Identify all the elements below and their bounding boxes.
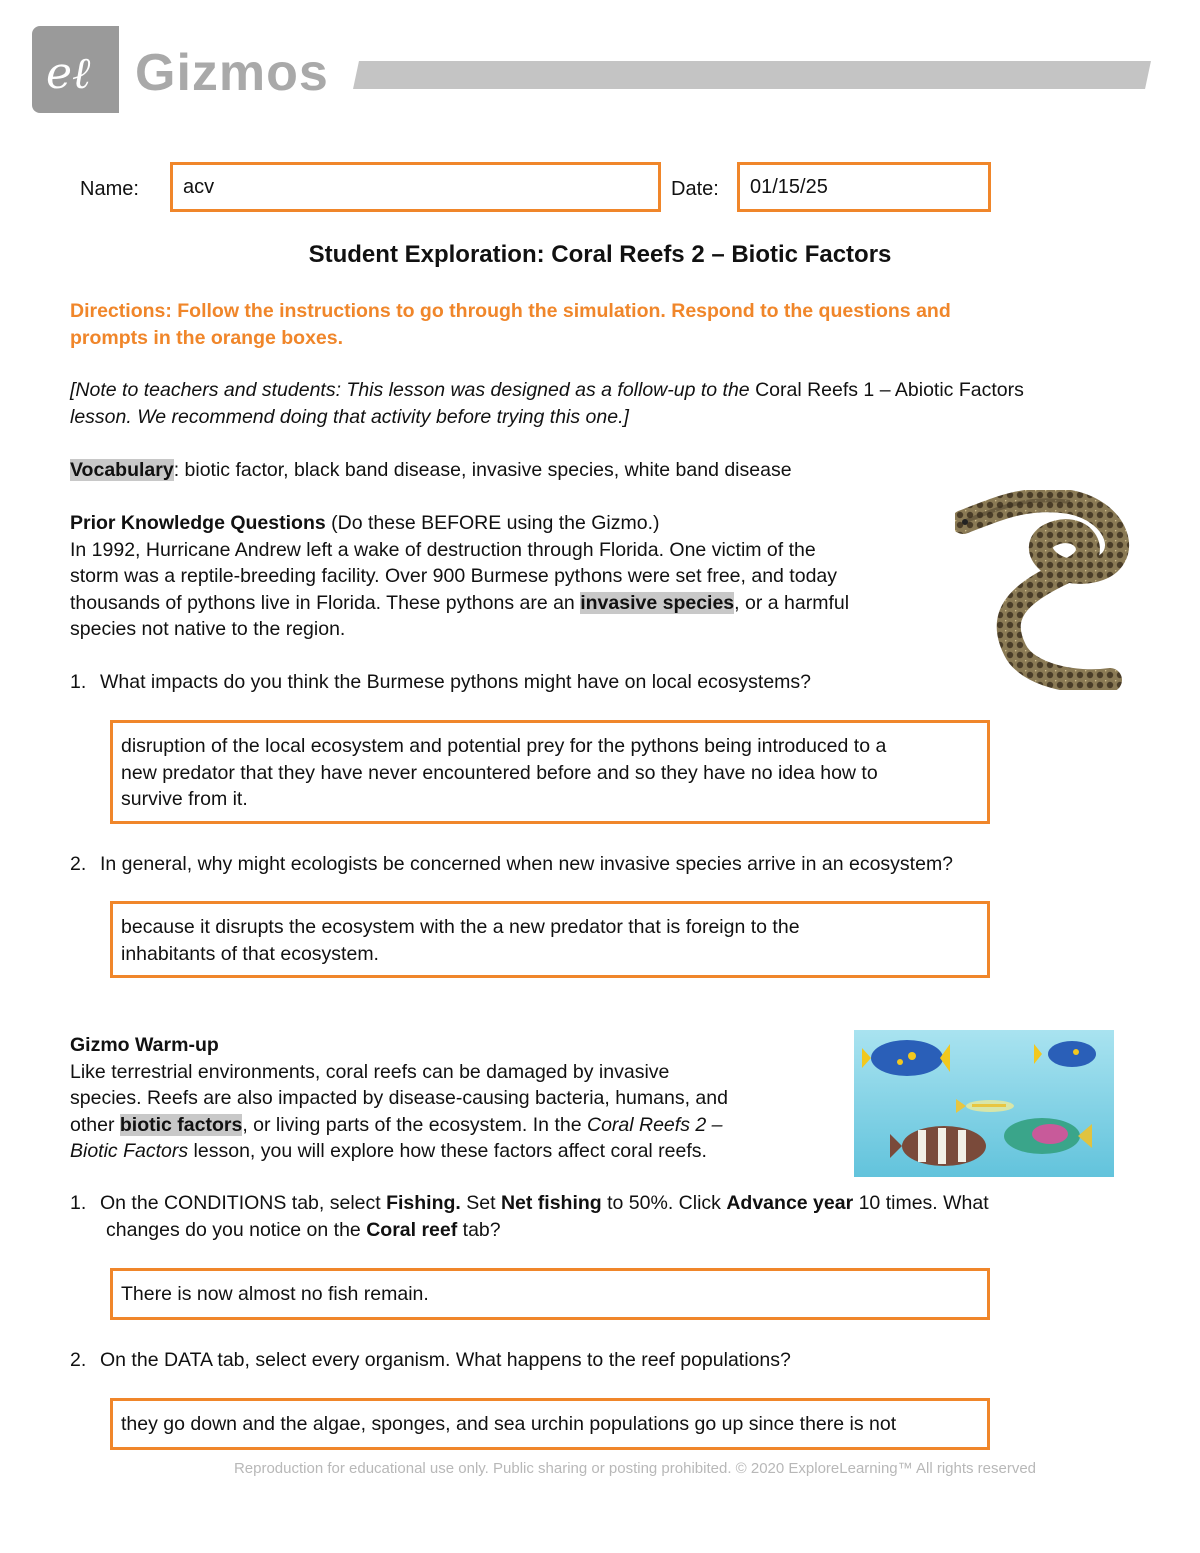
biotic-factors-term: biotic factors xyxy=(119,1113,243,1136)
burmese-python-image xyxy=(955,490,1135,690)
directions-line: prompts in the orange boxes. xyxy=(70,327,344,349)
warmup-answer-box-2[interactable] xyxy=(110,1398,990,1450)
teacher-note xyxy=(70,377,1150,430)
answer-box-1[interactable] xyxy=(110,720,990,824)
question-text: On the CONDITIONS tab, select xyxy=(100,1192,387,1214)
date-label: Date: xyxy=(671,178,719,200)
name-label: Name: xyxy=(80,178,139,200)
question-1 xyxy=(70,669,970,696)
question-number: 1. xyxy=(70,671,87,693)
section-heading: Prior Knowledge Questions xyxy=(70,512,326,534)
question-text: changes do you notice on the xyxy=(106,1218,367,1241)
bold-term: Advance year xyxy=(726,1192,854,1214)
bold-term: Net fishing xyxy=(500,1192,602,1214)
answer-line: new predator that they have never encountered before and so they have no idea how to xyxy=(121,761,878,784)
paragraph-text: lesson, you will explore how these factors affect coral reefs. xyxy=(188,1140,707,1162)
page-title: Student Exploration: Coral Reefs 2 – Biotic Factors xyxy=(308,241,892,268)
name-field[interactable]: acv xyxy=(170,162,661,212)
section-heading: Gizmo Warm-up xyxy=(70,1034,219,1056)
note-lesson-link: Coral Reefs 1 – Abiotic Factors xyxy=(755,379,1024,401)
question-text: tab? xyxy=(457,1218,501,1241)
reef-fish-image xyxy=(854,1030,1114,1177)
question-number: 2. xyxy=(70,1349,87,1371)
question-number: 2. xyxy=(70,853,87,875)
paragraph-text: , or living parts of the ecosystem. In the xyxy=(242,1113,587,1136)
warmup-answer-box-1[interactable] xyxy=(110,1268,990,1320)
answer-box-2[interactable] xyxy=(110,901,990,978)
gizmos-logo-text: Gizmos xyxy=(135,44,329,102)
question-number: 1. xyxy=(70,1192,87,1214)
warmup-question-1 xyxy=(70,1190,1140,1243)
paragraph-line: species not native to the region. xyxy=(70,618,346,640)
paragraph-line: species. Reefs are also impacted by disease-causing bacteria, humans, and xyxy=(70,1087,728,1109)
prior-knowledge-section xyxy=(70,510,950,643)
answer-line: inhabitants of that ecosystem. xyxy=(121,942,379,965)
date-field[interactable]: 01/15/25 xyxy=(737,162,991,212)
vocabulary-label: Vocabulary xyxy=(70,459,174,481)
directions xyxy=(70,298,1070,352)
question-text: to 50%. Click xyxy=(601,1192,727,1214)
paragraph-line: In 1992, Hurricane Andrew left a wake of destruction through Florida. One victim of the xyxy=(70,538,816,561)
gizmos-logo-mark xyxy=(32,26,119,113)
svg-text:eℓ: eℓ xyxy=(46,48,91,99)
lesson-title-text: Biotic Factors xyxy=(70,1140,189,1162)
answer-line: survive from it. xyxy=(121,788,248,810)
answer-line: disruption of the local ecosystem and potential prey for the pythons being introduced to a xyxy=(121,735,887,757)
answer-line: they go down and the algae, sponges, and sea urchin populations go up since there is not xyxy=(121,1413,897,1435)
question-2 xyxy=(70,851,1120,878)
paragraph-text: thousands of pythons live in Florida. These pythons are an xyxy=(70,591,581,614)
question-text: On the DATA tab, select every organism. What happens to the reef populations? xyxy=(100,1349,791,1371)
bold-term: Coral reef xyxy=(366,1218,458,1241)
el-logo-icon xyxy=(32,26,119,113)
directions-line: Directions: Follow the instructions to go through the simulation. Respond to the questions and xyxy=(70,300,951,322)
answer-line: There is now almost no fish remain. xyxy=(121,1283,429,1305)
answer-line: because it disrupts the ecosystem with the a new predator that is foreign to the xyxy=(121,916,800,938)
invasive-species-term: invasive species xyxy=(580,591,735,614)
vocabulary-terms: biotic factor, black band disease, invasive species, white band disease xyxy=(179,459,792,481)
paragraph-line: storm was a reptile-breeding facility. Over 900 Burmese pythons were set free, and today xyxy=(70,565,838,587)
vocabulary-colon: : xyxy=(173,459,180,481)
header-bar xyxy=(353,61,1151,89)
question-text: What impacts do you think the Burmese pythons might have on local ecosystems? xyxy=(100,671,812,693)
paragraph-text: other xyxy=(70,1113,120,1136)
vocabulary xyxy=(70,457,1070,484)
question-text: Set xyxy=(460,1192,501,1214)
bold-term: Fishing. xyxy=(386,1192,461,1214)
question-text: 10 times. What xyxy=(853,1192,989,1214)
note-text: lesson. We recommend doing that activity before trying this one.] xyxy=(70,405,629,428)
paragraph-text: , or a harmful xyxy=(734,591,850,614)
note-text: [Note to teachers and students: This lesson was designed as a follow-up to the xyxy=(70,379,756,401)
section-heading-note: (Do these BEFORE using the Gizmo.) xyxy=(325,512,660,534)
warmup-section xyxy=(70,1032,840,1165)
lesson-title-text: Coral Reefs 2 – xyxy=(586,1113,723,1136)
copyright-footer: Reproduction for educational use only. Public sharing or posting prohibited. © 2020 ExploreLearning™ All rights reserved xyxy=(233,1460,1037,1477)
paragraph-line: Like terrestrial environments, coral reefs can be damaged by invasive xyxy=(70,1060,670,1083)
warmup-question-2 xyxy=(70,1347,1120,1374)
question-text: In general, why might ecologists be concerned when new invasive species arrive in an ecosystem? xyxy=(100,853,954,875)
